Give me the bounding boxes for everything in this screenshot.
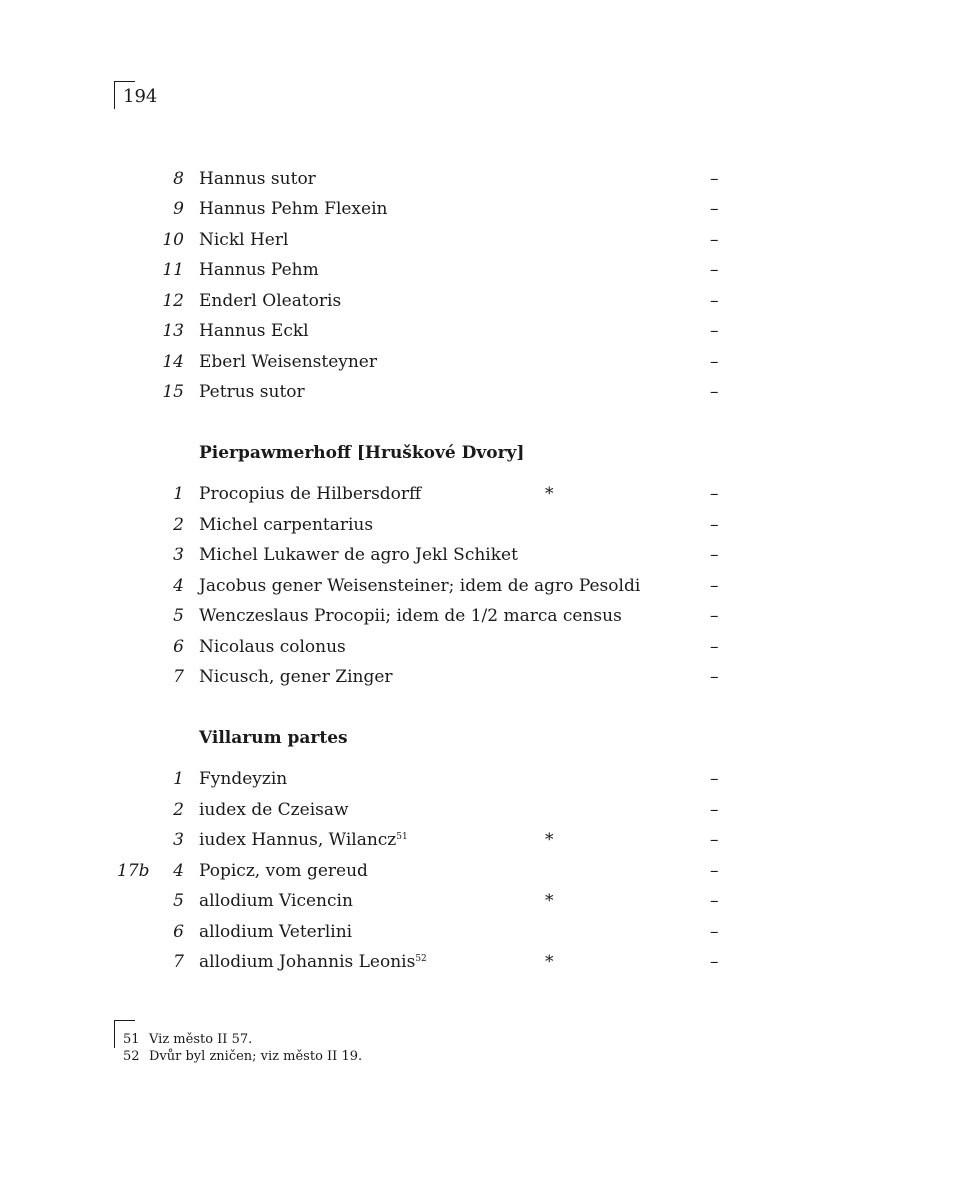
entry-dash: –	[710, 830, 719, 850]
entry-dash: –	[710, 545, 719, 565]
entry-asterisk: *	[545, 484, 554, 504]
list-item	[0, 667, 960, 691]
entry-dash: –	[710, 769, 719, 789]
list-item	[0, 321, 960, 345]
footnote-number: 51	[123, 1032, 140, 1047]
entry-name: Wenczeslaus Procopii; idem de 1/2 marca census	[199, 606, 622, 626]
entry-name: Hannus sutor	[199, 169, 316, 189]
entry-name: Eberl Weisensteyner	[199, 352, 377, 372]
entry-name: Nicolaus colonus	[199, 637, 346, 657]
list-item	[0, 515, 960, 539]
list-item	[0, 291, 960, 315]
entry-name: allodium Vicencin	[199, 891, 353, 911]
section-heading: Villarum partes	[199, 728, 348, 748]
folio-marker: 17b	[117, 861, 150, 881]
entry-dash: –	[710, 352, 719, 372]
entry-dash: –	[710, 922, 719, 942]
entry-dash: –	[710, 667, 719, 687]
list-item	[0, 545, 960, 569]
entry-name: Popicz, vom gereud	[199, 861, 368, 881]
entry-number: 6	[173, 922, 184, 942]
entry-number: 7	[173, 952, 184, 972]
list-item	[0, 352, 960, 376]
footnote-ref: 51	[396, 832, 408, 842]
entry-dash: –	[710, 484, 719, 504]
list-item	[0, 576, 960, 600]
list-item	[0, 382, 960, 406]
list-item	[0, 922, 960, 946]
entry-number: 12	[162, 291, 184, 311]
footnote-text: Viz město II 57.	[149, 1032, 253, 1047]
entry-number: 4	[173, 861, 184, 881]
entry-name: Hannus Pehm Flexein	[199, 199, 388, 219]
entry-dash: –	[710, 382, 719, 402]
entry-name: Petrus sutor	[199, 382, 305, 402]
entry-name: Fyndeyzin	[199, 769, 288, 789]
entry-name: Procopius de Hilbersdorff	[199, 484, 422, 504]
entry-number: 3	[173, 545, 184, 565]
list-item	[0, 637, 960, 661]
list-item	[0, 800, 960, 824]
entry-asterisk: *	[545, 891, 554, 911]
entry-dash: –	[710, 291, 719, 311]
entry-number: 2	[173, 800, 184, 820]
entry-number: 3	[173, 830, 184, 850]
entry-name: Michel carpentarius	[199, 515, 374, 535]
entry-dash: –	[710, 576, 719, 596]
entry-number: 8	[173, 169, 184, 189]
list-item	[0, 199, 960, 223]
entry-name	[199, 830, 408, 850]
entry-name: Hannus Pehm	[199, 260, 319, 280]
list-item	[0, 891, 960, 915]
entry-number: 11	[162, 260, 184, 280]
entry-name	[199, 952, 427, 972]
list-item	[0, 861, 960, 885]
entry-number: 7	[173, 667, 184, 687]
entry-name: Michel Lukawer de agro Jekl Schiket	[199, 545, 518, 565]
entry-name-text: iudex Hannus, Wilancz	[199, 830, 397, 850]
page-number: 194	[123, 86, 158, 107]
entry-name: Enderl Oleatoris	[199, 291, 342, 311]
entry-dash: –	[710, 637, 719, 657]
entry-number: 5	[173, 891, 184, 911]
entry-name: Nicusch, gener Zinger	[199, 667, 393, 687]
list-item	[0, 260, 960, 284]
footnote-text: Dvůr byl zničen; viz město II 19.	[149, 1049, 363, 1064]
entry-dash: –	[710, 260, 719, 280]
entry-asterisk: *	[545, 952, 554, 972]
entry-name: allodium Veterlini	[199, 922, 353, 942]
list-item	[0, 230, 960, 254]
entry-dash: –	[710, 891, 719, 911]
entry-number: 2	[173, 515, 184, 535]
entry-dash: –	[710, 169, 719, 189]
entry-name-text: allodium Johannis Leonis	[199, 952, 416, 972]
list-item	[0, 830, 960, 854]
entry-number: 5	[173, 606, 184, 626]
entry-name: Hannus Eckl	[199, 321, 309, 341]
entry-dash: –	[710, 861, 719, 881]
entry-number: 15	[162, 382, 184, 402]
list-item	[0, 606, 960, 630]
entry-number: 9	[173, 199, 184, 219]
entry-dash: –	[710, 515, 719, 535]
entry-asterisk: *	[545, 830, 554, 850]
entry-number: 10	[162, 230, 184, 250]
entry-number: 1	[173, 769, 184, 789]
list-item	[0, 484, 960, 508]
entry-dash: –	[710, 199, 719, 219]
footnote-ref: 52	[415, 954, 427, 964]
entry-number: 14	[162, 352, 184, 372]
entry-dash: –	[710, 952, 719, 972]
entry-number: 6	[173, 637, 184, 657]
list-item	[0, 169, 960, 193]
list-item	[0, 769, 960, 793]
list-item	[0, 952, 960, 976]
entry-name: iudex de Czeisaw	[199, 800, 349, 820]
entry-number: 1	[173, 484, 184, 504]
footnote-number: 52	[123, 1049, 140, 1064]
entry-number: 4	[173, 576, 184, 596]
entry-dash: –	[710, 230, 719, 250]
entry-dash: –	[710, 800, 719, 820]
entry-name: Jacobus gener Weisensteiner; idem de agro Pesoldi	[199, 576, 641, 596]
section-heading: Pierpawmerhoff [Hruškové Dvory]	[199, 443, 525, 463]
entry-name: Nickl Herl	[199, 230, 289, 250]
entry-dash: –	[710, 321, 719, 341]
entry-dash: –	[710, 606, 719, 626]
entry-number: 13	[162, 321, 184, 341]
